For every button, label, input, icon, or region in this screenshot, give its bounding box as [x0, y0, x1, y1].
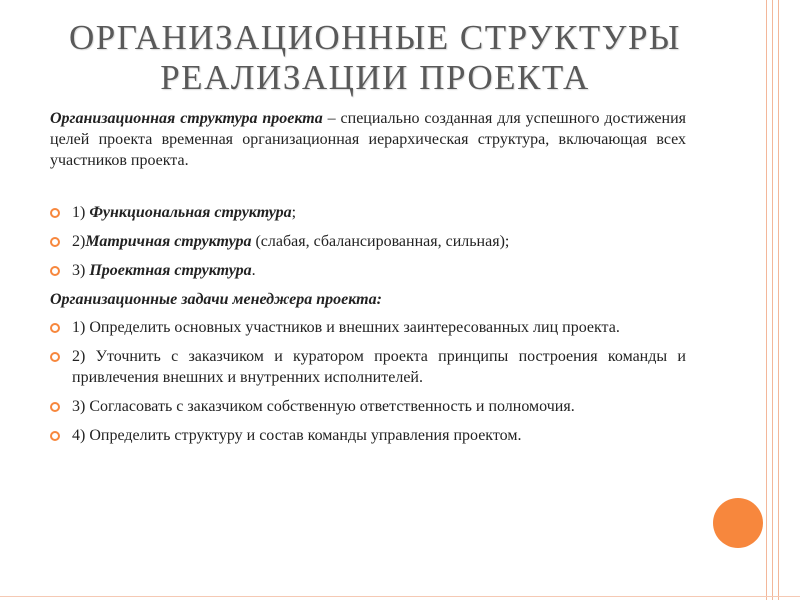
definition-paragraph [50, 108, 686, 171]
item-suffix: . [251, 262, 256, 279]
frame-line [772, 0, 773, 600]
list-item [50, 202, 686, 223]
list-item [50, 346, 686, 388]
bullet-icon [50, 237, 60, 247]
definition-text: – специально созданная для успешного достижения целей проекта временная организационная иерархическая структура, включающая всех участников проекта. [50, 110, 687, 169]
item-prefix: 3) [72, 262, 90, 279]
item-prefix: 2) [72, 233, 86, 250]
item-name: Матричная структура [85, 233, 252, 250]
tasks-heading: Организационные задачи менеджера проекта: [50, 291, 382, 308]
bullet-icon [50, 402, 60, 412]
item-name: Проектная структура [89, 262, 252, 279]
list-item [50, 231, 686, 252]
task-text: 4) Определить структуру и состав команды управления проектом. [72, 427, 522, 444]
bullet-icon [50, 323, 60, 333]
frame-line [0, 596, 800, 597]
task-text: 3) Согласовать с заказчиком собственную ответственность и полномочия. [72, 398, 575, 415]
frame-line [778, 0, 779, 600]
item-name: Функциональная структура [89, 204, 292, 221]
bullet-icon [50, 208, 60, 218]
task-text: 1) Определить основных участников и внешних заинтересованных лиц проекта. [72, 319, 620, 336]
frame-line [766, 0, 767, 600]
item-suffix: ; [291, 204, 297, 221]
item-prefix: 1) [72, 204, 90, 221]
list-item [50, 260, 686, 281]
list-item [50, 396, 686, 417]
decorative-circle [713, 498, 763, 548]
title-line-1: ОРГАНИЗАЦИОННЫЕ СТРУКТУРЫ [69, 18, 681, 57]
bullet-icon [50, 431, 60, 441]
slide-content [50, 108, 686, 454]
title-line-2: РЕАЛИЗАЦИИ ПРОЕКТА [160, 58, 590, 97]
bullet-icon [50, 352, 60, 362]
bullet-icon [50, 266, 60, 276]
tasks-list [50, 317, 686, 446]
task-text: 2) Уточнить с заказчиком и куратором проекта принципы построения команды и привлечения внешних и внутренних исполнителей. [72, 348, 686, 386]
slide-title [30, 18, 720, 98]
definition-term: Организационная структура проекта [50, 110, 323, 127]
item-suffix: (слабая, сбалансированная, сильная); [251, 233, 510, 250]
structures-list [50, 202, 686, 281]
list-item [50, 317, 686, 338]
list-item [50, 425, 686, 446]
